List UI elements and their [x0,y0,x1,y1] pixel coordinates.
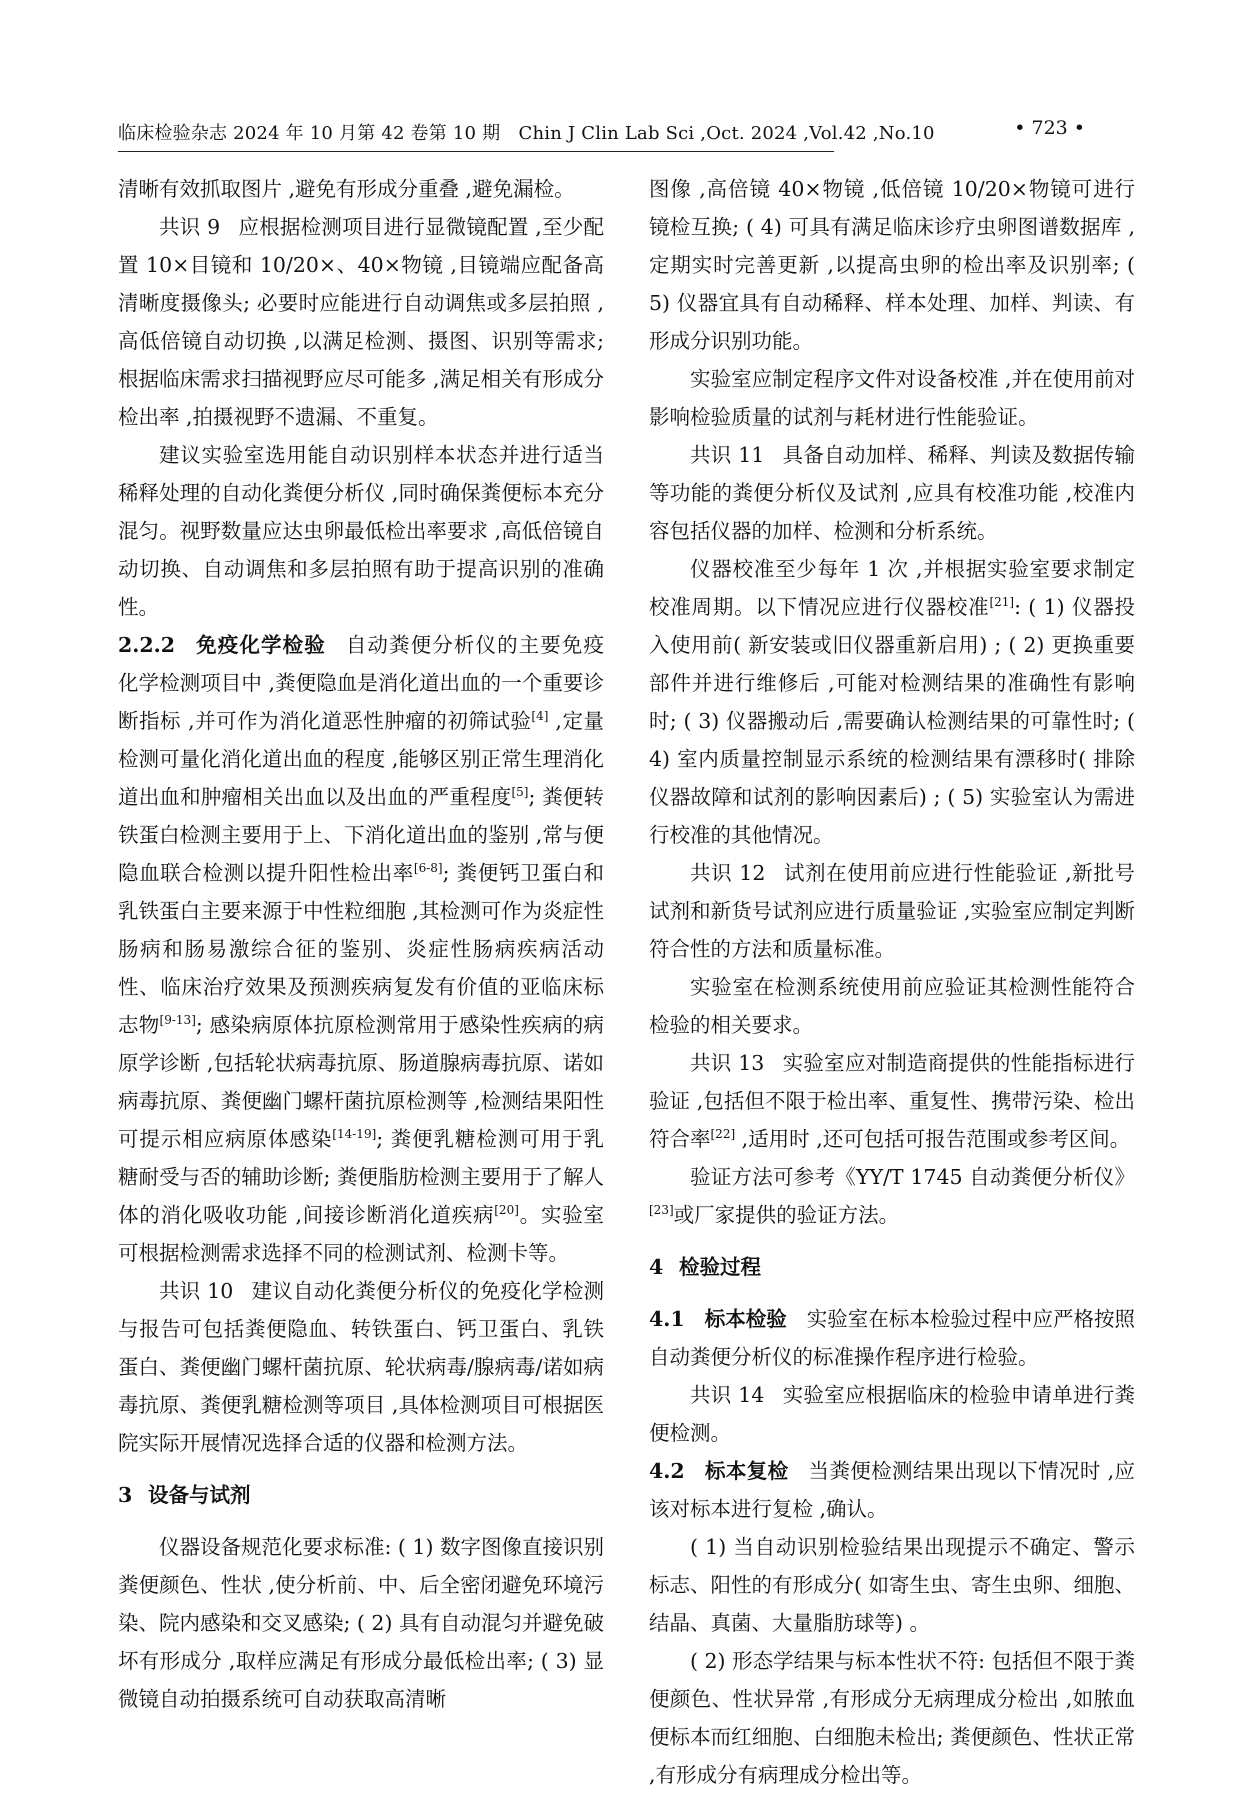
section-title: 标本检验 [704,1307,787,1331]
citation: [6-8] [413,861,443,875]
section-title: 标本复检 [704,1459,789,1483]
paragraph: 建议实验室选用能自动识别样本状态并进行适当稀释处理的自动化粪便分析仪 ,同时确保粪便标本充分混匀。视野数量应达虫卵最低检出率要求 ,高低倍镜自动切换、自动调焦和多层拍照有助于提高识别的准确性。 [118,443,604,619]
consensus-13 [649,1044,1135,1158]
section-text: ; 粪便钙卫蛋白和乳铁蛋白主要来源于中性粒细胞 ,其检测可作为炎症性肠病和肠易激综合征的鉴别、炎症性肠病疾病活动性、临床治疗效果及预测疾病复发有价值的亚临床标志物 [118,861,604,1037]
paragraph [649,550,1135,854]
consensus-text: 实验室应对制造商提供的性能指标进行验证 ,包括但不限于检出率、重复性、携带污染、检出符合率 [649,1051,1135,1151]
consensus-label: 共识 11 [690,443,765,467]
consensus-text: 建议自动化粪便分析仪的免疫化学检测与报告可包括粪便隐血、转铁蛋白、钙卫蛋白、乳铁蛋白、粪便幽门螺杆菌抗原、轮状病毒/腺病毒/诺如病毒抗原、粪便乳糖检测等项目 ,具体检测项目可根据医院实际开展情况选择合适的仪器和检测方法。 [118,1279,604,1455]
paragraph: 实验室在检测系统使用前应验证其检测性能符合检验的相关要求。 [649,975,1135,1037]
paragraph-text: : ( 1) 仪器投入使用前( 新安装或旧仪器重新启用) ; ( 2) 更换重要部件并进行维修后 ,可能对检测结果的准确性有影响时; ( 3) 仪器搬动后 ,需要确认检测结果的可靠性时; ( 4) 室内质量控制显示系统的检测结果有漂移时( 排除仪器故障和试剂的影响因素后) ; ( 5) 实验室认为需进行校准的其他情况。 [649,595,1135,847]
paragraph: 图像 ,高倍镜 40×物镜 ,低倍镜 10/20×物镜可进行镜检互换; ( 4) 可具有满足临床诊疗虫卵图谱数据库 ,定期实时完善更新 ,以提高虫卵的检出率及识别率; ( 5) 仪器宜具有自动稀释、样本处理、加样、判读、有形成分识别功能。 [649,177,1135,353]
consensus-label: 共识 14 [690,1383,765,1407]
consensus-label: 共识 13 [690,1051,765,1075]
list-item: ( 1) 当自动识别检验结果出现提示不确定、警示标志、阳性的有形成分( 如寄生虫、寄生虫卵、细胞、结晶、真菌、大量脂肪球等) 。 [649,1535,1136,1635]
citation: [9-13] [159,1013,196,1027]
section-number: 4 [649,1255,664,1279]
paragraph: 实验室应制定程序文件对设备校准 ,并在使用前对影响检验质量的试剂与耗材进行性能验证。 [649,367,1135,429]
citation: [20] [494,1203,519,1217]
consensus-label: 共识 12 [690,861,766,885]
consensus-text: 应根据检测项目进行显微镜配置 ,至少配置 10×目镜和 10/20×、40×物镜 ,目镜端应配备高清晰度摄像头; 必要时应能进行自动调焦或多层拍照 ,高低倍镜自动切换 ,以满足检测、摄图、识别等需求; 根据临床需求扫描视野应尽可能多 ,满足相关有形成分检出率 ,拍摄视野不遗漏、不重复。 [118,215,604,429]
section-number: 2.2.2 [118,633,176,657]
section-2-2-2 [118,626,604,1272]
section-4-heading [649,1248,1135,1286]
section-3-heading [118,1476,604,1514]
page-header [0,0,1241,160]
paragraph-text: 或厂家提供的验证方法。 [673,1203,900,1227]
consensus-text: 实验室应根据临床的检验申请单进行粪便检测。 [649,1383,1135,1445]
citation: [5] [511,785,529,799]
section-number: 3 [118,1483,133,1507]
consensus-label: 共识 9 [159,215,221,239]
section-text: ,定量检测可量化消化道出血的程度 ,能够区别正常生理消化道出血和肿瘤相关出血以及出血的严重程度 [118,709,604,809]
citation: [14-19] [332,1127,377,1141]
section-number: 4.1 [649,1307,685,1331]
section-text: ; 感染病原体抗原检测常用于感染性疾病的病原学诊断 ,包括轮状病毒抗原、肠道腺病毒抗原、诺如病毒抗原、粪便幽门螺杆菌抗原检测等 ,检测结果阳性可提示相应病原体感染 [118,1013,604,1151]
section-title: 检验过程 [679,1255,761,1279]
consensus-10 [118,1272,604,1462]
paragraph [649,1158,1135,1234]
section-text: 自动粪便分析仪的主要免疫化学检测项目中 ,粪便隐血是消化道出血的一个重要诊断指标 ,并可作为消化道恶性肿瘤的初筛试验 [118,633,605,733]
header-rule [118,151,834,152]
paragraph-text: 仪器校准至少每年 1 次 ,并根据实验室要求制定校准周期。以下情况应进行仪器校准 [649,557,1135,619]
citation: [23] [649,1203,674,1217]
page-number: • 723 • [1014,117,1085,139]
citation: [22] [710,1127,736,1141]
consensus-text: 具备自动加样、稀释、判读及数据传输等功能的粪便分析仪及试剂 ,应具有校准功能 ,校准内容包括仪器的加样、检测和分析系统。 [649,443,1135,543]
citation: [21] [989,595,1015,609]
section-text: 。实验室可根据检测需求选择不同的检测试剂、检测卡等。 [118,1203,604,1265]
paragraph: 清晰有效抓取图片 ,避免有形成分重叠 ,避免漏检。 [118,177,575,201]
section-number: 4.2 [649,1459,685,1483]
left-column [118,170,604,1718]
consensus-9 [118,208,604,436]
consensus-11 [649,436,1135,550]
section-text: ; 粪便转铁蛋白检测主要用于上、下消化道出血的鉴别 ,常与便隐血联合检测以提升阳性检出率 [118,785,604,885]
journal-header: 临床检验杂志 2024 年 10 月第 42 卷第 10 期 Chin J Clin Lab Sci ,Oct. 2024 ,Vol.42 ,No.10 [118,123,935,144]
list-item: ( 2) 形态学结果与标本性状不符: 包括但不限于粪便颜色、性状异常 ,有形成分无病理成分检出 ,如脓血便标本而红细胞、白细胞未检出; 粪便颜色、性状正常 ,有形成分有病理成分检出等。 [649,1649,1135,1787]
section-title: 免疫化学检验 [195,633,326,657]
section-4-2 [649,1452,1135,1528]
section-text: ; 粪便乳糖检测可用于乳糖耐受与否的辅助诊断; 粪便脂肪检测主要用于了解人体的消化吸收功能 ,间接诊断消化道疾病 [118,1127,604,1227]
paragraph: 仪器设备规范化要求标准: ( 1) 数字图像直接识别粪便颜色、性状 ,使分析前、中、后全密闭避免环境污染、院内感染和交叉感染; ( 2) 具有自动混匀并避免破坏有形成分 ,取样应满足有形成分最低检出率; ( 3) 显微镜自动拍摄系统可自动获取高清晰 [118,1535,604,1711]
section-text: 实验室在标本检验过程中应严格按照自动粪便分析仪的标准操作程序进行检验。 [649,1307,1136,1369]
section-4-1 [649,1300,1135,1376]
section-title: 设备与试剂 [148,1483,251,1507]
consensus-14 [649,1376,1135,1452]
consensus-label: 共识 10 [159,1279,234,1303]
section-text: 当粪便检测结果出现以下情况时 ,应该对标本进行复检 ,确认。 [649,1459,1135,1521]
consensus-text: ,适用时 ,还可包括可报告范围或参考区间。 [735,1127,1131,1151]
citation: [4] [531,709,549,723]
right-column [649,170,1135,1794]
paragraph-text: 验证方法可参考《YY/T 1745 自动粪便分析仪》 [690,1165,1135,1189]
consensus-text: 试剂在使用前应进行性能验证 ,新批号试剂和新货号试剂应进行质量验证 ,实验室应制定判断符合性的方法和质量标准。 [649,861,1135,961]
consensus-12 [649,854,1135,968]
